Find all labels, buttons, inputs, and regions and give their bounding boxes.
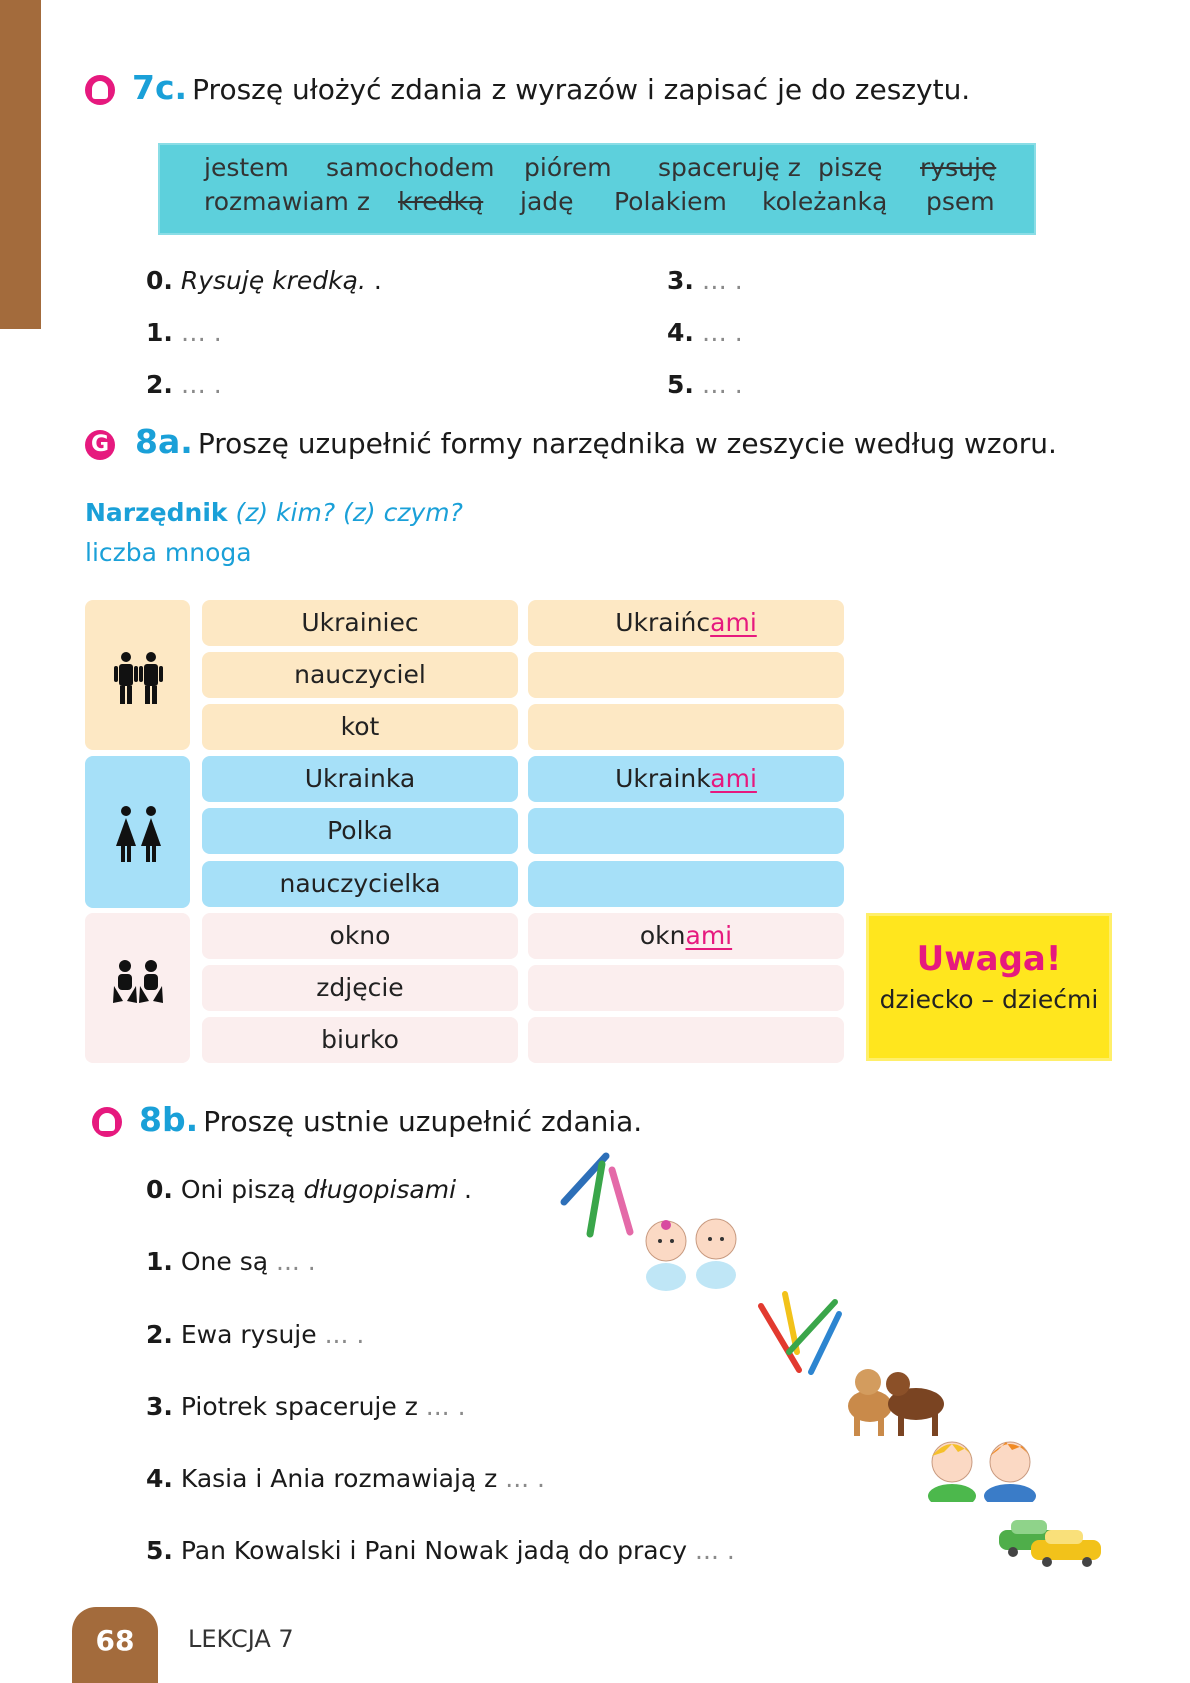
word-bank-word: spaceruję z [658,153,801,182]
page-number: 68 [72,1607,158,1683]
case-heading: Narzędnik (z) kim? (z) czym? [85,498,463,527]
noun-cell: nauczycielka [202,861,518,907]
answer-line: 2. … . [146,370,222,399]
exercise-title: Proszę ułożyć zdania z wyrazów i zapisać je do zeszytu. [192,73,971,106]
masculine-group-icon-cell [85,600,190,750]
instrumental-form-cell [528,1017,844,1063]
neuter-group-icon-cell [85,913,190,1063]
noun-cell: Ukrainka [202,756,518,802]
word-bank-word: psem [926,187,995,216]
note-box [866,913,1112,1061]
sentence-line: 0. Oni piszą długopisami . [146,1175,472,1204]
word-bank-word-crossed: kredką [398,187,484,216]
pencils-illustration [755,1290,845,1380]
word-bank-word: piszę [818,153,883,182]
answer-line: 0. Rysuję kredką. . [146,266,382,295]
word-bank-word: jestem [204,153,289,182]
exercise-number: 8a. [135,422,193,461]
noun-cell: nauczyciel [202,652,518,698]
child-pair-icon [85,913,190,1063]
word-bank-word: rozmawiam z [204,187,370,216]
word-bank-word: koleżanką [762,187,888,216]
word-bank-word-crossed: rysuję [920,153,997,182]
noun-cell: zdjęcie [202,965,518,1011]
instrumental-form-cell: oknami [528,913,844,959]
sentence-line: 3. Piotrek spaceruje z ... . [146,1392,466,1421]
babies-illustration [640,1215,745,1295]
instrumental-form-cell [528,861,844,907]
note-title: Uwaga! [916,939,1062,979]
answer-line: 5. … . [667,370,743,399]
sentence-line: 4. Kasia i Ania rozmawiają z ... . [146,1464,545,1493]
instrumental-form-cell: Ukraińcami [528,600,844,646]
noun-cell: kot [202,704,518,750]
speaking-exercise-icon [92,1107,122,1137]
speaking-exercise-icon [85,75,115,105]
exercise-number: 8b. [139,1100,199,1139]
exercise-7c-header [132,68,970,107]
instrumental-form-cell [528,652,844,698]
dogs-illustration [840,1360,955,1440]
word-bank-word: Polakiem [614,187,727,216]
instrumental-form-cell [528,704,844,750]
word-bank [158,143,1036,235]
sentence-line: 1. One są ... . [146,1247,316,1276]
word-bank-word: samochodem [326,153,495,182]
word-bank-word: piórem [524,153,612,182]
instrumental-form-cell [528,808,844,854]
man-pair-icon [85,600,190,750]
word-bank-word: jadę [520,187,574,216]
exercise-8b-header [139,1100,642,1139]
boys-illustration [922,1430,1042,1502]
answer-line: 4. … . [667,318,743,347]
instrumental-form-cell: Ukrainkami [528,756,844,802]
feminine-group-icon-cell [85,756,190,908]
exercise-title: Proszę uzupełnić formy narzędnika w zeszycie według wzoru. [197,427,1057,460]
lesson-label: LEKCJA 7 [188,1625,294,1653]
answer-line: 3. … . [667,266,743,295]
noun-cell: Ukrainiec [202,600,518,646]
exercise-8a-header [135,422,1057,461]
sentence-line: 2. Ewa rysuje ... . [146,1320,365,1349]
chapter-sidebar-tab [0,0,41,329]
pens-illustration [560,1150,640,1240]
noun-cell: Polka [202,808,518,854]
noun-cell: okno [202,913,518,959]
exercise-title: Proszę ustnie uzupełnić zdania. [203,1105,643,1138]
instrumental-form-cell [528,965,844,1011]
cars-illustration [995,1512,1107,1568]
answer-line: 1. … . [146,318,222,347]
woman-pair-icon [85,756,190,908]
sentence-line: 5. Pan Kowalski i Pani Nowak jadą do pracy ... . [146,1536,735,1565]
grammar-exercise-icon: G [85,430,115,460]
note-text: dziecko – dziećmi [879,985,1099,1014]
number-label: liczba mnoga [85,538,252,567]
noun-cell: biurko [202,1017,518,1063]
exercise-number: 7c. [132,68,188,107]
